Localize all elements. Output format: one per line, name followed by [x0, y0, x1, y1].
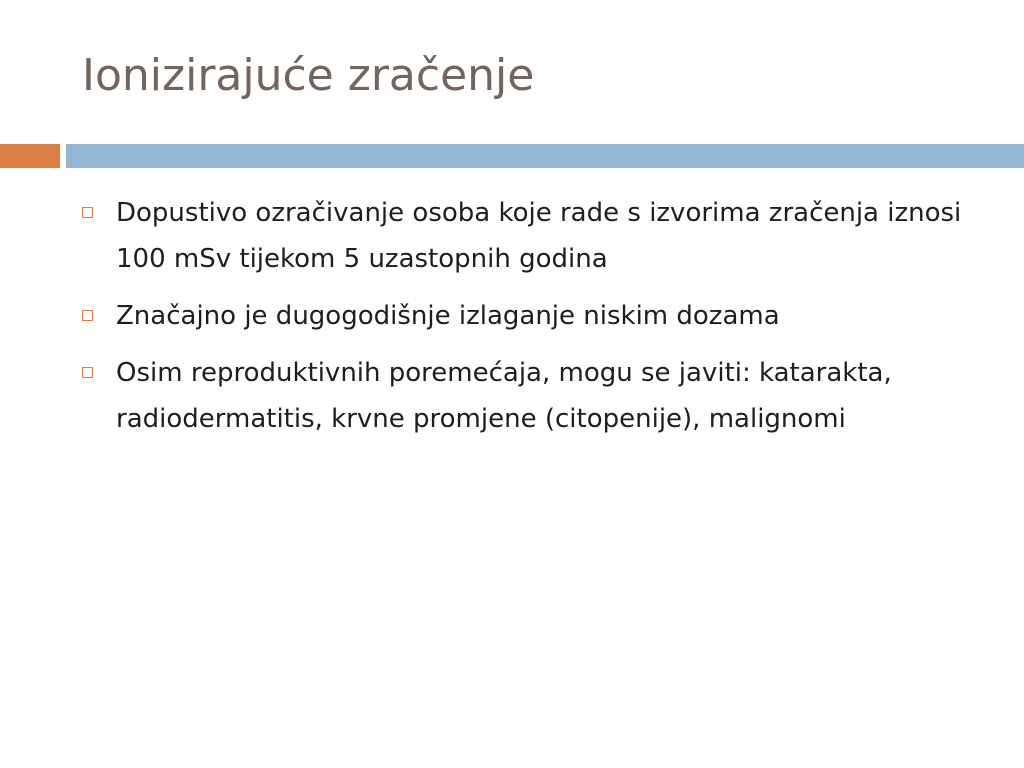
- bullet-text: Osim reproduktivnih poremećaja, mogu se javiti: katarakta, radiodermatitis, krvne promjene (citopenije), malignomi: [116, 358, 892, 434]
- title-divider-bar: [66, 144, 1024, 168]
- slide-title: Ionizirajuće zračenje: [82, 50, 535, 101]
- title-accent-bar: [0, 144, 60, 168]
- bullet-text: Dopustivo ozračivanje osoba koje rade s izvorima zračenja iznosi 100 mSv tijekom 5 uzastopnih godina: [116, 198, 962, 274]
- bullet-item: [82, 293, 982, 339]
- bullet-item: [82, 190, 982, 282]
- square-bullet-icon: [82, 207, 93, 218]
- square-bullet-icon: [82, 310, 93, 321]
- bullet-list: [82, 190, 982, 453]
- bullet-text: Značajno je dugogodišnje izlaganje niskim dozama: [116, 301, 780, 331]
- bullet-item: [82, 350, 982, 442]
- square-bullet-icon: [82, 367, 93, 378]
